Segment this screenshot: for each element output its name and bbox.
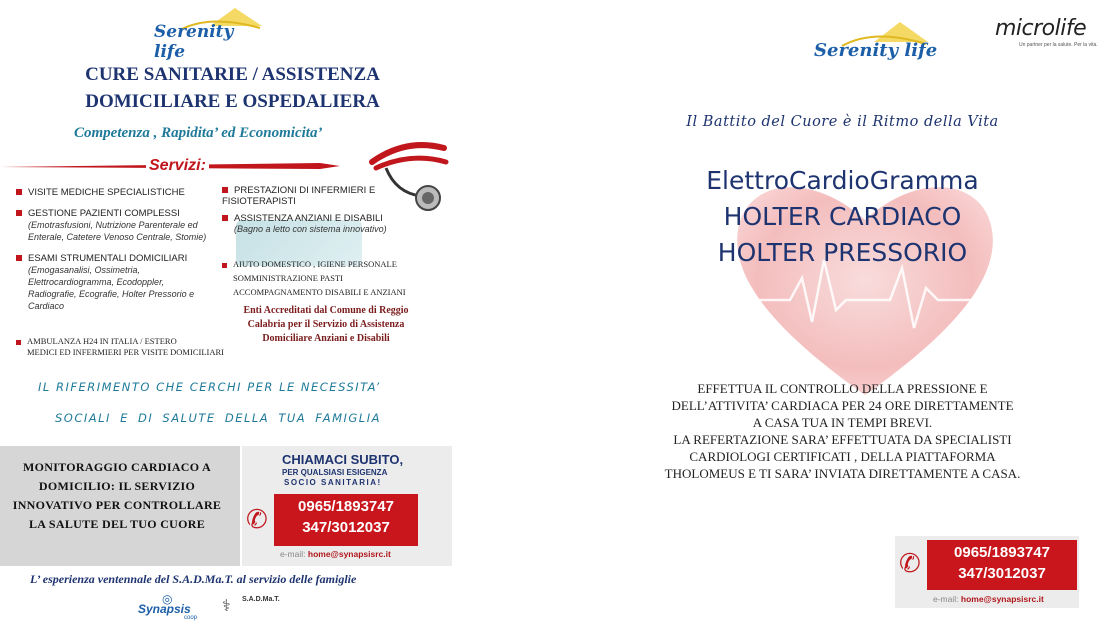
email-left: e-mail: home@synapsisrc.it <box>280 549 391 559</box>
title-line1: CURE SANITARIE / ASSISTENZA <box>85 64 380 85</box>
services-right <box>222 185 422 235</box>
phone-icon: ✆ <box>246 504 268 534</box>
logo-text: Serenity life <box>154 22 234 62</box>
monitoraggio-text: MONITORAGGIO CARDIACO A DOMICILIO: IL SERVIZIO INNOVATIVO PER CONTROLLARE LA SALUTE DEL TUO CUORE <box>12 460 222 531</box>
bullet-icon <box>16 210 22 216</box>
right-page <box>560 0 1110 625</box>
holter-cardiaco: HOLTER CARDIACO <box>723 202 962 231</box>
bullet-icon <box>222 215 228 221</box>
bullet-icon <box>16 340 21 345</box>
bullet-icon <box>16 189 22 195</box>
phone-box-left <box>274 494 418 546</box>
phone1-left[interactable]: 0965/1893747 <box>298 498 394 515</box>
bullet-icon <box>16 255 22 261</box>
logo-text: Serenity life <box>814 40 938 61</box>
phone2-right[interactable]: 347/3012037 <box>958 565 1046 582</box>
service-item: PRESTAZIONI DI INFERMIERI E FISIOTERAPISTI <box>222 185 376 207</box>
email-link-left[interactable]: home@synapsisrc.it <box>307 549 391 559</box>
sadmat-icon: ⚕ <box>222 598 231 615</box>
serenity-logo-left <box>150 4 270 62</box>
esperienza-text: L’ esperienza ventennale del S.A.D.Ma.T. al servizio delle famiglie <box>30 572 357 586</box>
socio-text: SOCIO SANITARIA! <box>284 478 382 487</box>
synapsis-logo: ◎ Synapsis coop <box>138 592 198 621</box>
email-right: e-mail: home@synapsisrc.it <box>933 594 1044 604</box>
description: EFFETTUA IL CONTROLLO DELLA PRESSIONE E DELL’ATTIVITA’ CARDIACA PER 24 ORE DIRETTAMENTE A CASA TUA IN TEMPI BREVI. LA REFERTAZIONE SARA’ EFFETTUATA DA SPECIALISTI CARDIOLOGI CERTIFICATI , DELLA PIATTAFORMA THOLOMEUS E TI SARA’ INVIATA DIRETTAMENTE A CASA. <box>664 381 1021 481</box>
ecg-title: ElettroCardioGramma <box>706 166 979 195</box>
riferimento-line1: IL RIFERIMENTO CHE CERCHI PER LE NECESSITA’ <box>38 380 381 394</box>
service-item: ASSISTENZA ANZIANI E DISABILI (Bagno a letto con sistema innovativo) <box>222 213 422 235</box>
services-header: Servizi: <box>146 157 209 175</box>
title-line2: DOMICILIARE E OSPEDALIERA <box>85 91 380 112</box>
phone2-left[interactable]: 347/3012037 <box>302 519 390 536</box>
monitoraggio-box <box>0 446 240 566</box>
bullet-icon <box>222 187 228 193</box>
aiuto-domestico: AIUTO DOMESTICO , IGIENE PERSONALE SOMMINISTRAZIONE PASTI ACCOMPAGNAMENTO DISABILI E ANZIANI <box>222 257 442 299</box>
ambulanza: AMBULANZA H24 IN ITALIA / ESTERO MEDICI ED INFERMIERI PER VISITE DOMICILIARI <box>16 336 276 358</box>
service-item: VISITE MEDICHE SPECIALISTICHE <box>16 187 216 198</box>
chiamaci-title: CHIAMACI SUBITO, <box>282 452 404 467</box>
microlife-logo: microlife Un partner per la salute. Per la vita. <box>995 16 1098 48</box>
service-item: GESTIONE PAZIENTI COMPLESSI (Emotrasfusioni, Nutrizione Parenterale ed Enterale, Catetere Venoso Centrale, Stomie) <box>16 208 216 243</box>
esigenza-text: PER QUALSIASI ESIGENZA <box>282 468 388 477</box>
serenity-logo-right <box>808 14 938 68</box>
email-link-right[interactable]: home@synapsisrc.it <box>960 594 1044 604</box>
phone-icon: ✆ <box>899 548 921 578</box>
services-left <box>16 187 216 312</box>
bullet-icon <box>222 263 227 268</box>
synapsis-swirl-icon: ◎ <box>162 592 173 606</box>
phone-box-right <box>927 540 1077 590</box>
battito-tagline: Il Battito del Cuore è il Ritmo della Vita <box>686 114 999 130</box>
holter-pressorio: HOLTER PRESSORIO <box>717 238 968 267</box>
contact-box-left <box>242 446 452 566</box>
sadmat-logo: ⚕ S.A.D.Ma.T. <box>222 596 280 615</box>
left-page <box>0 0 455 625</box>
tagline: Competenza , Rapidita’ ed Economicita’ <box>74 125 323 141</box>
enti-accreditati: Enti Accreditati dal Comune di Reggio Calabria per il Servizio di Assistenza Domiciliare Anziani e Disabili <box>243 305 409 344</box>
contact-box-right <box>895 536 1079 608</box>
service-item: ESAMI STRUMENTALI DOMICILIARI (Emogasanalisi, Ossimetria, Elettrocardiogramma, Ecodoppler, Radiografie, Ecografie, Holter Pressorio e Cardiaco <box>16 253 216 312</box>
riferimento-line2: SOCIALI E DI SALUTE DELLA TUA FAMIGLIA <box>55 411 381 425</box>
phone1-right[interactable]: 0965/1893747 <box>954 544 1050 561</box>
